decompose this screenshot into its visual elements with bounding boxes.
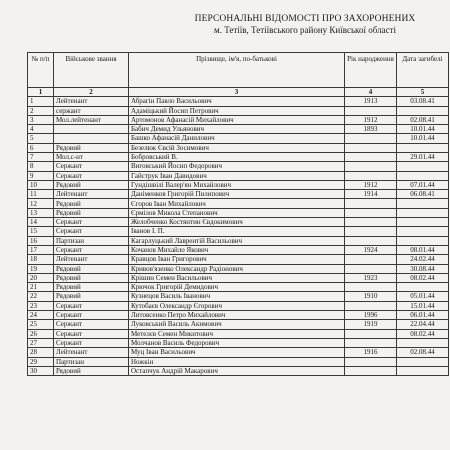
death-date-cell: 07.01.44 <box>397 180 449 189</box>
full-name-cell: Кутобаєв Олександр Єгорович <box>129 301 345 310</box>
death-date-cell: 05.01.44 <box>397 292 449 301</box>
rank-cell: Рядовий <box>54 180 129 189</box>
rank-cell: сержант <box>54 106 129 115</box>
column-number-row <box>28 88 449 97</box>
row-number-cell: 11 <box>28 190 54 199</box>
rank-cell: Рядовий <box>54 208 129 217</box>
rank-cell: Мол.лейтенант <box>54 115 129 124</box>
document-subtitle: м. Тетіїв, Тетіївського району Київської області <box>214 25 396 35</box>
table-row <box>28 162 449 171</box>
row-number-cell: 9 <box>28 171 54 180</box>
full-name-cell: Ножкін <box>129 357 345 366</box>
row-number-cell: 1 <box>28 97 54 106</box>
table-row <box>28 245 449 254</box>
table-row <box>28 357 449 366</box>
death-date-cell <box>397 283 449 292</box>
full-name-cell: Кузнецов Василь Іванович <box>129 292 345 301</box>
birth-year-cell: 1913 <box>345 97 397 106</box>
rank-cell: Лейтенант <box>54 255 129 264</box>
row-number-cell: 29 <box>28 357 54 366</box>
birth-year-cell <box>345 255 397 264</box>
full-name-cell: Кагарлуцький Лаврентій Васильович <box>129 236 345 245</box>
birth-year-cell <box>345 283 397 292</box>
rank-cell: Лейтенант <box>54 97 129 106</box>
rank-cell: Лейтенант <box>54 348 129 357</box>
birth-year-cell <box>345 218 397 227</box>
birth-year-cell <box>345 106 397 115</box>
table-row <box>28 292 449 301</box>
row-number-cell: 30 <box>28 366 54 375</box>
row-number-cell: 2 <box>28 106 54 115</box>
birth-year-cell: 1924 <box>345 245 397 254</box>
birth-year-cell: 1912 <box>345 115 397 124</box>
death-date-cell: 06.01.44 <box>397 311 449 320</box>
birth-year-cell: 1912 <box>345 180 397 189</box>
full-name-cell: Литовсенко Петро Михайлович <box>129 311 345 320</box>
rank-cell: Сержант <box>54 162 129 171</box>
full-name-cell: Крючок Григорій Демидович <box>129 283 345 292</box>
full-name-cell: Луковський Василь Акимович <box>129 320 345 329</box>
full-name-cell: Єгоров Іван Михайлович <box>129 199 345 208</box>
table-row <box>28 143 449 152</box>
rank-cell: Мол.с-нт <box>54 152 129 161</box>
row-number-cell: 4 <box>28 125 54 134</box>
table-row <box>28 125 449 134</box>
full-name-cell: Бобровський В. <box>129 152 345 161</box>
birth-year-cell <box>345 208 397 217</box>
full-name-cell: Кравцов Іван Григорович <box>129 255 345 264</box>
full-name-cell: Гундішвілі Валер'ян Михайлович <box>129 180 345 189</box>
death-date-cell: 08.02.44 <box>397 273 449 282</box>
table-row <box>28 273 449 282</box>
full-name-cell: Кривов'язенко Олександр Радіонович <box>129 264 345 273</box>
birth-year-cell: 1916 <box>345 348 397 357</box>
rank-cell: Сержант <box>54 245 129 254</box>
death-date-cell: 15.01.44 <box>397 301 449 310</box>
column-number: 2 <box>54 88 129 97</box>
document-heading <box>160 14 450 36</box>
table-row <box>28 199 449 208</box>
death-date-cell <box>397 236 449 245</box>
row-number-cell: 10 <box>28 180 54 189</box>
full-name-cell: Метелєв Семен Микитович <box>129 329 345 338</box>
row-number-cell: 17 <box>28 245 54 254</box>
header-rank: Військове звання <box>54 53 129 88</box>
table-row <box>28 311 449 320</box>
table-row <box>28 255 449 264</box>
birth-year-cell <box>345 227 397 236</box>
row-number-cell: 16 <box>28 236 54 245</box>
birth-year-cell <box>345 301 397 310</box>
death-date-cell <box>397 218 449 227</box>
row-number-cell: 23 <box>28 301 54 310</box>
birth-year-cell: 1910 <box>345 292 397 301</box>
death-date-cell: 02.08.41 <box>397 115 449 124</box>
death-date-cell: 22.04.44 <box>397 320 449 329</box>
death-date-cell: 06.08.41 <box>397 190 449 199</box>
death-date-cell <box>397 357 449 366</box>
birth-year-cell <box>345 171 397 180</box>
row-number-cell: 20 <box>28 273 54 282</box>
full-name-cell: Кочанов Михайло Якович <box>129 245 345 254</box>
table-row <box>28 134 449 143</box>
full-name-cell: Абрагін Павло Васильович <box>129 97 345 106</box>
birth-year-cell <box>345 264 397 273</box>
death-date-cell <box>397 171 449 180</box>
table-row <box>28 320 449 329</box>
rank-cell: Партизан <box>54 236 129 245</box>
row-number-cell: 3 <box>28 115 54 124</box>
death-date-cell: 29.01.44 <box>397 152 449 161</box>
birth-year-cell <box>345 134 397 143</box>
row-number-cell: 24 <box>28 311 54 320</box>
rank-cell: Рядовий <box>54 366 129 375</box>
row-number-cell: 6 <box>28 143 54 152</box>
full-name-cell: Іванов І. П. <box>129 227 345 236</box>
table-row <box>28 283 449 292</box>
table-row <box>28 171 449 180</box>
rank-cell: Сержант <box>54 338 129 347</box>
row-number-cell: 21 <box>28 283 54 292</box>
table-header-row <box>28 53 449 88</box>
death-date-cell <box>397 162 449 171</box>
birth-year-cell <box>345 143 397 152</box>
table-row <box>28 190 449 199</box>
death-date-cell: 30.08.44 <box>397 264 449 273</box>
table-row <box>28 152 449 161</box>
birth-year-cell <box>345 329 397 338</box>
full-name-cell: Адаміцький Йосип Петрович <box>129 106 345 115</box>
table-row <box>28 338 449 347</box>
row-number-cell: 19 <box>28 264 54 273</box>
row-number-cell: 15 <box>28 227 54 236</box>
death-date-cell <box>397 227 449 236</box>
full-name-cell: Желобченко Костянтин Євдокимович <box>129 218 345 227</box>
row-number-cell: 5 <box>28 134 54 143</box>
birth-year-cell: 1919 <box>345 320 397 329</box>
document-title: ПЕРСОНАЛЬНІ ВІДОМОСТІ ПРО ЗАХОРОНЕНИХ <box>194 14 416 24</box>
death-date-cell <box>397 106 449 115</box>
column-number: 4 <box>345 88 397 97</box>
full-name-cell: Крішин Семен Васильович <box>129 273 345 282</box>
birth-year-cell <box>345 338 397 347</box>
row-number-cell: 13 <box>28 208 54 217</box>
rank-cell: Сержант <box>54 227 129 236</box>
row-number-cell: 27 <box>28 338 54 347</box>
death-date-cell <box>397 143 449 152</box>
birth-year-cell <box>345 366 397 375</box>
birth-year-cell: 1996 <box>345 311 397 320</box>
row-number-cell: 12 <box>28 199 54 208</box>
rank-cell: Лейтенант <box>54 190 129 199</box>
table-row <box>28 218 449 227</box>
row-number-cell: 18 <box>28 255 54 264</box>
rank-cell: Рядовий <box>54 292 129 301</box>
death-date-cell: 02.08.44 <box>397 348 449 357</box>
death-date-cell <box>397 366 449 375</box>
table-row <box>28 180 449 189</box>
rank-cell: Сержант <box>54 329 129 338</box>
full-name-cell: Даніменков Григорій Пилипович <box>129 190 345 199</box>
table-row <box>28 208 449 217</box>
burial-register-table <box>27 52 449 376</box>
row-number-cell: 14 <box>28 218 54 227</box>
row-number-cell: 22 <box>28 292 54 301</box>
full-name-cell: Муц Іван Васильович <box>129 348 345 357</box>
death-date-cell <box>397 338 449 347</box>
table-row <box>28 115 449 124</box>
full-name-cell: Бабич Демид Ульянович <box>129 125 345 134</box>
death-date-cell: 08.01.44 <box>397 245 449 254</box>
birth-year-cell <box>345 199 397 208</box>
death-date-cell: 03.08.41 <box>397 97 449 106</box>
full-name-cell: Остапчук Андрій Макарович <box>129 366 345 375</box>
birth-year-cell <box>345 236 397 245</box>
full-name-cell: Молчанов Василь Федорович <box>129 338 345 347</box>
column-number: 1 <box>28 88 54 97</box>
death-date-cell <box>397 208 449 217</box>
rank-cell: Рядовий <box>54 199 129 208</box>
row-number-cell: 25 <box>28 320 54 329</box>
rank-cell: Сержант <box>54 320 129 329</box>
full-name-cell: Башко Афанасій Данилович <box>129 134 345 143</box>
header-full-name: Прізвище, ім'я, по-батькові <box>129 53 345 88</box>
rank-cell: Сержант <box>54 301 129 310</box>
birth-year-cell <box>345 152 397 161</box>
rank-cell: Сержант <box>54 171 129 180</box>
birth-year-cell: 1923 <box>345 273 397 282</box>
column-number: 5 <box>397 88 449 97</box>
rank-cell: Рядовий <box>54 143 129 152</box>
table-row <box>28 301 449 310</box>
rank-cell: Сержант <box>54 311 129 320</box>
full-name-cell: Гайструк Іван Давидович <box>129 171 345 180</box>
row-number-cell: 28 <box>28 348 54 357</box>
death-date-cell: 10.01.44 <box>397 125 449 134</box>
rank-cell: Рядовий <box>54 264 129 273</box>
table-row <box>28 348 449 357</box>
full-name-cell: Безелюк Євсій Зосимович <box>129 143 345 152</box>
row-number-cell: 8 <box>28 162 54 171</box>
full-name-cell: Виговський Йосип Федорович <box>129 162 345 171</box>
header-number: № п/п <box>28 53 54 88</box>
full-name-cell: Артомонов Афанасій Михайлович <box>129 115 345 124</box>
rank-cell <box>54 134 129 143</box>
table-row <box>28 264 449 273</box>
column-number: 3 <box>129 88 345 97</box>
table-row <box>28 97 449 106</box>
table-body <box>28 97 449 376</box>
rank-cell: Сержант <box>54 218 129 227</box>
rank-cell: Партизан <box>54 357 129 366</box>
table-row <box>28 329 449 338</box>
rank-cell: Рядовий <box>54 273 129 282</box>
row-number-cell: 7 <box>28 152 54 161</box>
table-row <box>28 106 449 115</box>
death-date-cell <box>397 199 449 208</box>
death-date-cell: 08.02.44 <box>397 329 449 338</box>
rank-cell: Рядовий <box>54 283 129 292</box>
death-date-cell: 24.02.44 <box>397 255 449 264</box>
death-date-cell: 10.01.44 <box>397 134 449 143</box>
birth-year-cell: 1914 <box>345 190 397 199</box>
header-death-date: Дата загибелі <box>397 53 449 88</box>
birth-year-cell: 1893 <box>345 125 397 134</box>
rank-cell <box>54 125 129 134</box>
table-row <box>28 236 449 245</box>
full-name-cell: Єрмілов Микола Степанович <box>129 208 345 217</box>
row-number-cell: 26 <box>28 329 54 338</box>
table-row <box>28 227 449 236</box>
table-row <box>28 366 449 375</box>
header-birth-year: Рік народження <box>345 53 397 88</box>
birth-year-cell <box>345 162 397 171</box>
birth-year-cell <box>345 357 397 366</box>
